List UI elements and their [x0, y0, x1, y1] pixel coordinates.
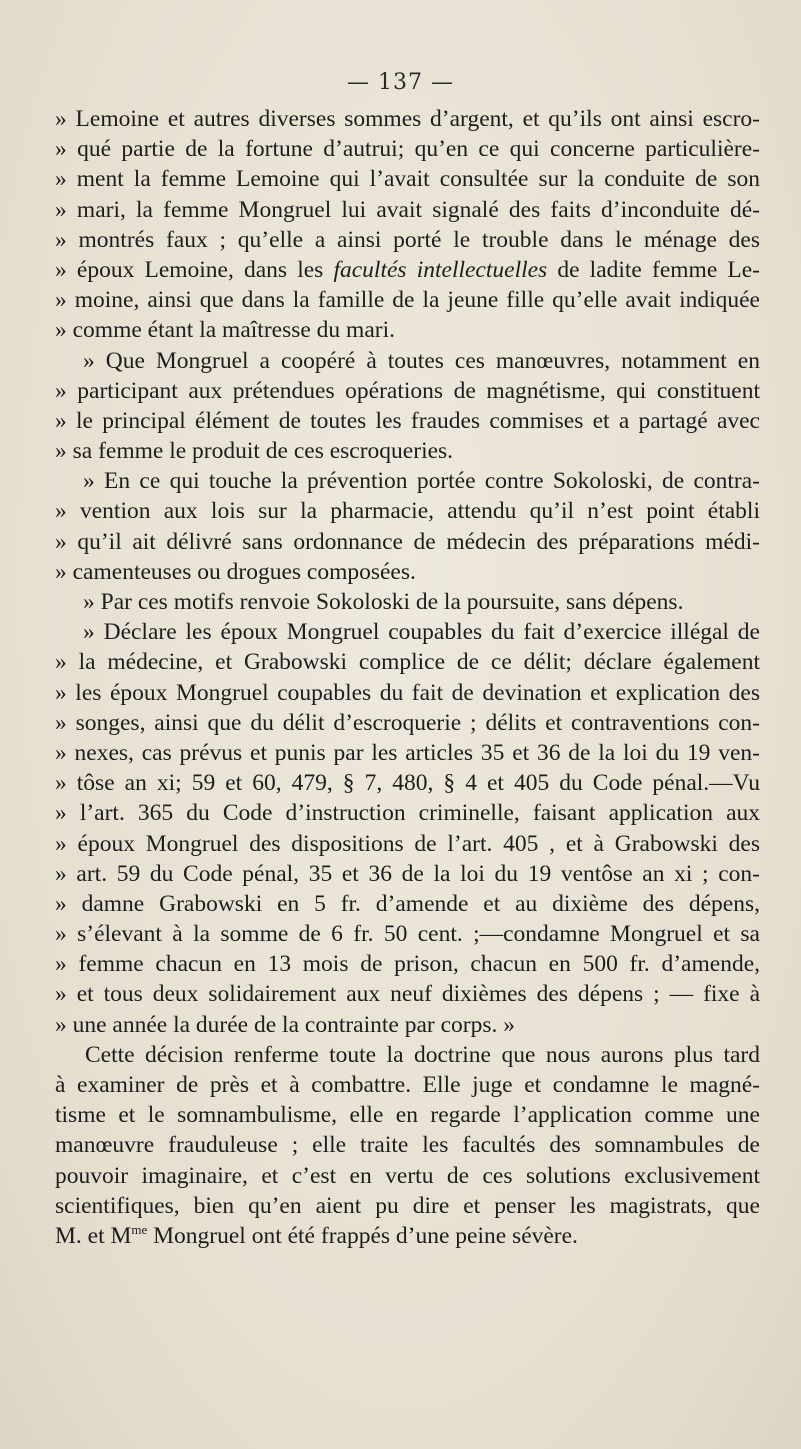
italic-phrase: facultés intellectuelles [333, 256, 548, 283]
text-segment: Mongruel ont été frappés d’une peine sévère. [147, 1222, 578, 1249]
text-line: » Que Mongruel a coopéré à toutes ces manœuvres, notamment en [83, 347, 760, 374]
text-line: » Par ces motifs renvoie Sokoloski de la poursuite, sans dépens. [83, 589, 684, 615]
text-segment: de ladite femme Le- [547, 256, 760, 283]
text-line: » damne Grabowski en 5 fr. d’amende et au dixième des dépens, [55, 890, 760, 917]
text-line: » moine, ainsi que dans la famille de la jeune fille qu’elle avait indiquée [55, 287, 760, 314]
text-line: » le principal élément de toutes les fraudes commises et a partagé avec [55, 407, 760, 434]
text-line: » art. 59 du Code pénal, 35 et 36 de la loi du 19 ventôse an xi ; con- [55, 860, 760, 887]
body-text [55, 104, 760, 1251]
text-line: tisme et le somnambulisme, elle en regarde l’application comme une [55, 1102, 760, 1129]
text-line: » participant aux prétendues opérations de magnétisme, qui constituent [55, 377, 760, 404]
text-line: » Déclare les époux Mongruel coupables du fait d’exercice illégal de [83, 619, 760, 646]
text-line: » vention aux lois sur la pharmacie, attendu qu’il n’est point établi [55, 498, 760, 525]
text-line: pouvoir imaginaire, et c’est en vertu de ces solutions exclusivement [55, 1162, 760, 1189]
text-segment: M. et M [55, 1222, 132, 1249]
text-line: » s’élevant à la somme de 6 fr. 50 cent. ;—condamne Mongruel et sa [55, 921, 760, 948]
superscript: me [131, 1222, 148, 1238]
text-line: » camenteuses ou drogues composées. [55, 558, 416, 585]
text-line: » qu’il ait délivré sans ordonnance de médecin des préparations médi- [55, 528, 760, 555]
text-line: » la médecine, et Grabowski complice de ce délit; déclare également [55, 649, 760, 676]
text-line: » Lemoine et autres diverses sommes d’argent, et qu’ils ont ainsi escro- [55, 106, 760, 132]
text-line: » montrés faux ; qu’elle a ainsi porté le trouble dans le ménage des [55, 226, 760, 253]
text-line: » En ce qui touche la prévention portée contre Sokoloski, de contra- [83, 468, 760, 495]
text-line: » qué partie de la fortune d’autrui; qu’en ce qui concerne particulière- [55, 136, 760, 163]
text-line: Cette décision renferme toute la doctrine que nous aurons plus tard [85, 1041, 760, 1068]
text-line: » femme chacun en 13 mois de prison, chacun en 500 fr. d’amende, [55, 951, 760, 978]
text-line: » les époux Mongruel coupables du fait de devination et explication des [55, 679, 760, 706]
text-line: » et tous deux solidairement aux neuf dixièmes des dépens ; — fixe à [55, 981, 760, 1008]
text-line: scientifiques, bien qu’en aient pu dire et penser les magistrats, que [55, 1192, 760, 1219]
text-line: » époux Mongruel des dispositions de l’art. 405 , et à Grabowski des [55, 830, 760, 857]
text-line: manœuvre frauduleuse ; elle traite les facultés des somnambules de [55, 1132, 760, 1159]
text-line: » sa femme le produit de ces escroqueries. [55, 438, 454, 465]
page-number: — 137 — [347, 70, 454, 95]
text-line: » comme étant la maîtresse du mari. [55, 317, 395, 344]
text-line: » une année la durée de la contrainte par corps. » [55, 1011, 515, 1038]
text-line: » ment la femme Lemoine qui l’avait consultée sur la conduite de son [55, 166, 760, 193]
text-line: » l’art. 365 du Code d’instruction criminelle, faisant application aux [55, 800, 760, 827]
text-line: à examiner de près et à combattre. Elle juge et condamne le magné- [55, 1072, 760, 1098]
text-line: » mari, la femme Mongruel lui avait signalé des faits d’inconduite dé- [55, 196, 760, 223]
text-segment: » époux Lemoine, dans les [55, 256, 334, 283]
text-line: » nexes, cas prévus et punis par les articles 35 et 36 de la loi du 19 ven- [55, 739, 760, 766]
text-line: » tôse an xi; 59 et 60, 479, § 7, 480, § 4 et 405 du Code pénal.—Vu [55, 770, 760, 797]
text-line [55, 255, 760, 285]
text-line [55, 1221, 760, 1251]
text-line: » songes, ainsi que du délit d’escroquerie ; délits et contraventions con- [55, 709, 760, 736]
